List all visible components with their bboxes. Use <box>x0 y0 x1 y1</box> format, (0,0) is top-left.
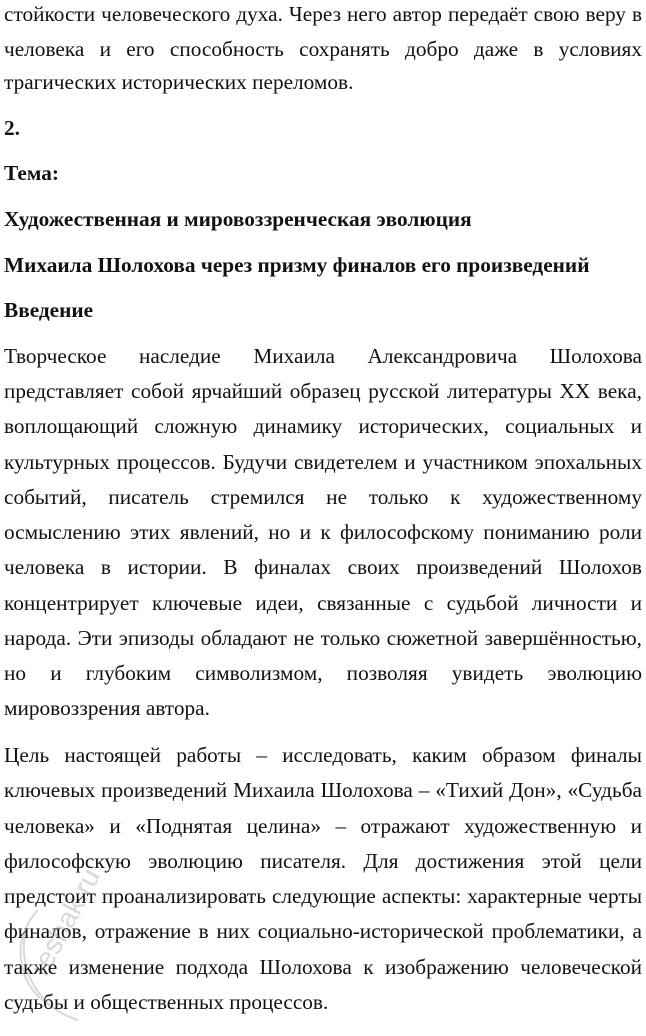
paragraph2-line: народа. Эти эпизоды обладают не только сюжетной завершённостью, <box>4 626 642 650</box>
paragraph2-line: но и глубоким символизмом, позволяя увидеть эволюцию <box>4 661 642 685</box>
paragraph2-line: осмыслению этих явлений, но и к философскому пониманию роли <box>4 520 642 544</box>
paragraph2-line: культурных процессов. Будучи свидетелем и участником эпохальных <box>4 450 642 474</box>
watermark-text: reshak.ru <box>23 863 107 981</box>
section-number: 2. <box>4 116 20 140</box>
paragraph3-line: предстоит проанализировать следующие аспекты: характерные черты <box>4 884 642 908</box>
paragraph3-line: философскую эволюцию писателя. Для достижения этой цели <box>4 849 642 873</box>
topic-label: Тема: <box>4 161 59 185</box>
paragraph3-line: Цель настоящей работы – исследовать, каким образом финалы <box>4 743 642 767</box>
paragraph2-line: Творческое наследие Михаила Александровича Шолохова <box>4 344 642 368</box>
paragraph1-line: человека и его способность сохранять добро даже в условиях <box>4 37 642 61</box>
paragraph2-line: мировоззрения автора. <box>4 696 210 720</box>
paragraph2-line: воплощающий сложную динамику исторических, социальных и <box>4 414 642 438</box>
intro-heading: Введение <box>4 298 94 322</box>
paragraph3-line: судьбы и общественных процессов. <box>4 990 329 1014</box>
paragraph3-line: финалов, отражение в них социально-исторической проблематики, а <box>4 919 642 943</box>
paragraph1-line: трагических исторических переломов. <box>4 70 354 94</box>
paragraph2-line: представляет собой ярчайший образец русской литературы XX века, <box>4 379 642 403</box>
paragraph3-line: человека» и «Поднятая целина» – отражают художественную и <box>4 814 642 838</box>
paragraph1-line: стойкости человеческого духа. Через него автор передаёт свою веру в <box>4 2 642 26</box>
paragraph2-line: концентрирует ключевые идеи, связанные с судьбой личности и <box>4 591 642 615</box>
paragraph3-line: также изменение подхода Шолохова к изображению человеческой <box>4 955 642 979</box>
paragraph3-line: ключевых произведений Михаила Шолохова – «Тихий Дон», «Судьба <box>4 778 642 802</box>
topic-title-line: Художественная и мировоззренческая эволюция <box>4 207 472 231</box>
paragraph2-line: событий, писатель стремился не только к художественному <box>4 485 642 509</box>
topic-title-line: Михаила Шолохова через призму финалов его произведений <box>4 253 590 277</box>
paragraph2-line: человека в истории. В финалах своих произведений Шолохов <box>4 555 642 579</box>
